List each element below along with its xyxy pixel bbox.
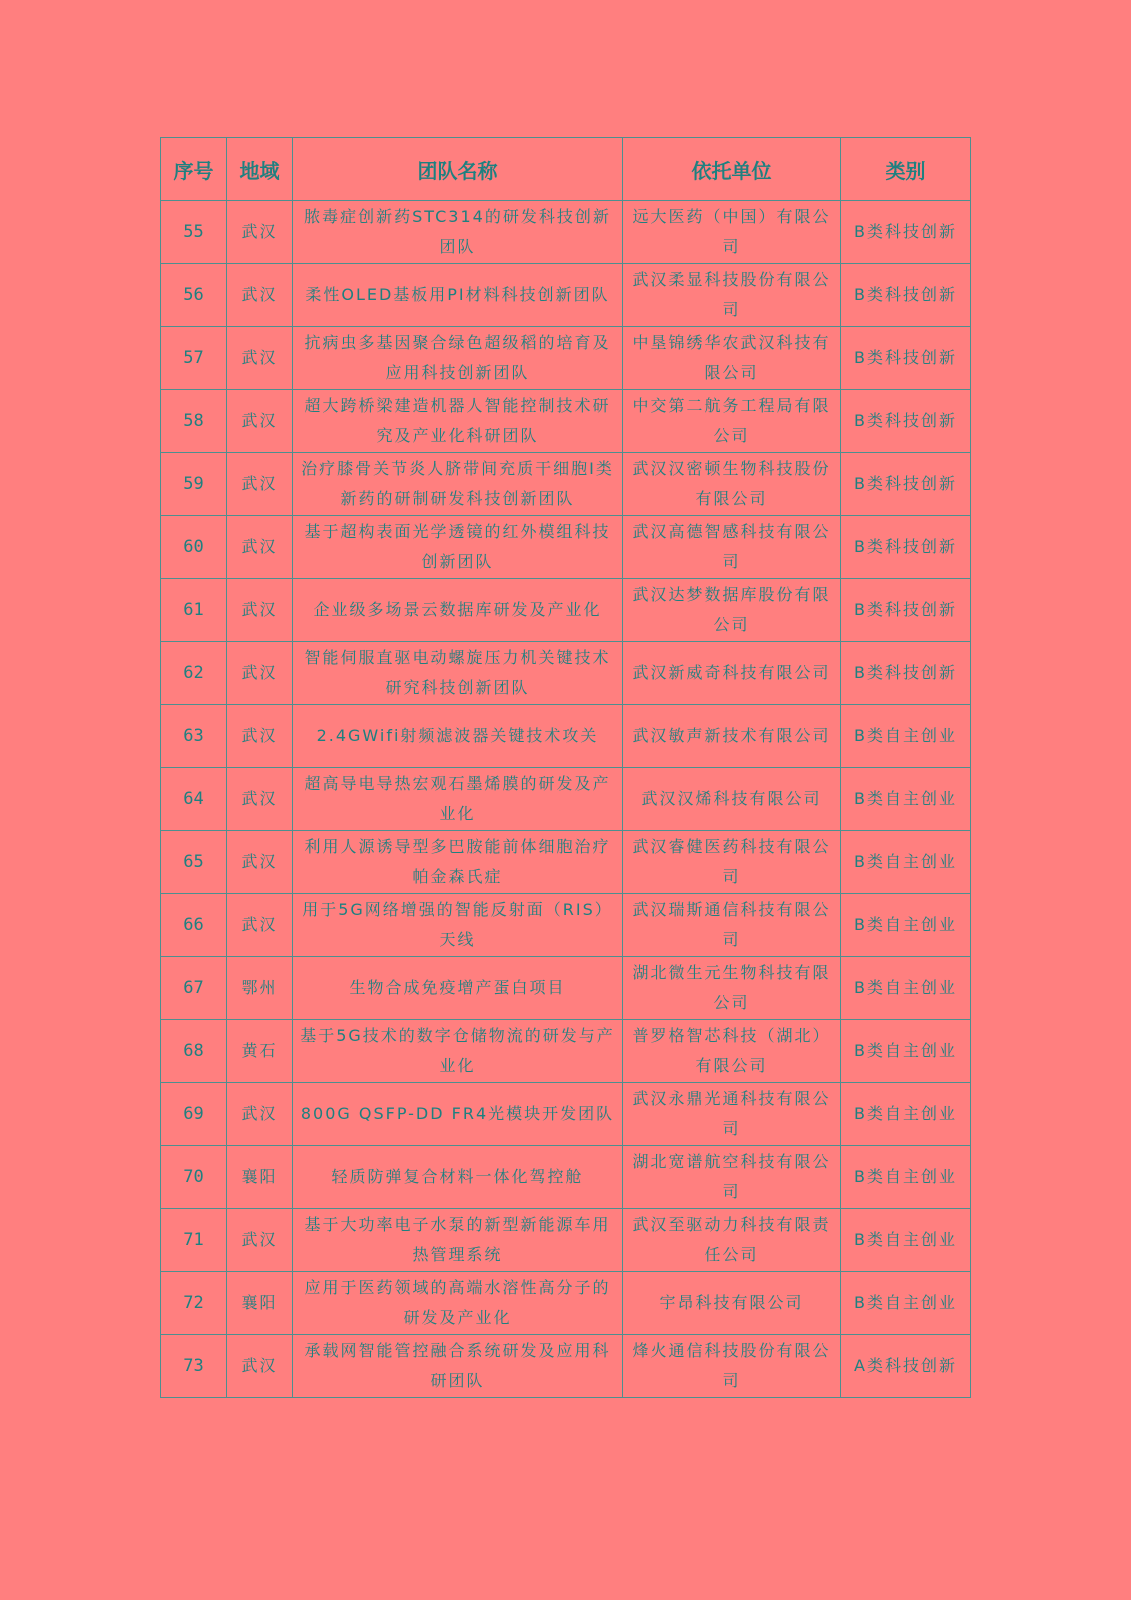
cell-category: B类自主创业 <box>841 705 971 768</box>
cell-area: 武汉 <box>227 201 293 264</box>
table-row <box>161 1146 971 1209</box>
cell-no: 67 <box>161 957 227 1020</box>
cell-org: 中垦锦绣华农武汉科技有限公司 <box>623 327 841 390</box>
cell-team: 生物合成免疫增产蛋白项目 <box>293 957 623 1020</box>
cell-no: 63 <box>161 705 227 768</box>
cell-category: B类科技创新 <box>841 642 971 705</box>
cell-org: 武汉柔显科技股份有限公司 <box>623 264 841 327</box>
cell-team: 脓毒症创新药STC314的研发科技创新团队 <box>293 201 623 264</box>
table-header-row <box>161 138 971 201</box>
header-org: 依托单位 <box>623 138 841 201</box>
table-row <box>161 1020 971 1083</box>
cell-org: 武汉敏声新技术有限公司 <box>623 705 841 768</box>
cell-area: 武汉 <box>227 1083 293 1146</box>
table-row <box>161 1209 971 1272</box>
table-body <box>161 201 971 1398</box>
header-area: 地域 <box>227 138 293 201</box>
cell-category: B类科技创新 <box>841 579 971 642</box>
cell-org: 武汉达梦数据库股份有限公司 <box>623 579 841 642</box>
table-row <box>161 264 971 327</box>
cell-area: 襄阳 <box>227 1146 293 1209</box>
cell-area: 武汉 <box>227 642 293 705</box>
teams-table <box>160 137 971 1398</box>
cell-no: 66 <box>161 894 227 957</box>
cell-team: 超大跨桥梁建造机器人智能控制技术研究及产业化科研团队 <box>293 390 623 453</box>
cell-no: 72 <box>161 1272 227 1335</box>
cell-category: B类自主创业 <box>841 894 971 957</box>
cell-team: 基于超构表面光学透镜的红外模组科技创新团队 <box>293 516 623 579</box>
cell-area: 武汉 <box>227 390 293 453</box>
cell-org: 武汉新威奇科技有限公司 <box>623 642 841 705</box>
table-row <box>161 516 971 579</box>
cell-no: 70 <box>161 1146 227 1209</box>
table-row <box>161 705 971 768</box>
cell-org: 普罗格智芯科技（湖北）有限公司 <box>623 1020 841 1083</box>
cell-category: B类科技创新 <box>841 201 971 264</box>
cell-org: 远大医药（中国）有限公司 <box>623 201 841 264</box>
cell-category: B类自主创业 <box>841 957 971 1020</box>
cell-area: 黄石 <box>227 1020 293 1083</box>
cell-team: 承载网智能管控融合系统研发及应用科研团队 <box>293 1335 623 1398</box>
cell-category: B类自主创业 <box>841 1146 971 1209</box>
cell-team: 用于5G网络增强的智能反射面（RIS）天线 <box>293 894 623 957</box>
cell-no: 60 <box>161 516 227 579</box>
cell-area: 武汉 <box>227 516 293 579</box>
cell-area: 武汉 <box>227 894 293 957</box>
cell-no: 62 <box>161 642 227 705</box>
table-row <box>161 453 971 516</box>
cell-area: 武汉 <box>227 264 293 327</box>
table-row <box>161 957 971 1020</box>
cell-org: 烽火通信科技股份有限公司 <box>623 1335 841 1398</box>
cell-category: B类自主创业 <box>841 1209 971 1272</box>
cell-team: 治疗膝骨关节炎人脐带间充质干细胞Ⅰ类新药的研制研发科技创新团队 <box>293 453 623 516</box>
cell-no: 68 <box>161 1020 227 1083</box>
cell-category: A类科技创新 <box>841 1335 971 1398</box>
cell-team: 抗病虫多基因聚合绿色超级稻的培育及应用科技创新团队 <box>293 327 623 390</box>
cell-org: 湖北微生元生物科技有限公司 <box>623 957 841 1020</box>
cell-org: 武汉汉密顿生物科技股份有限公司 <box>623 453 841 516</box>
cell-team: 轻质防弹复合材料一体化驾控舱 <box>293 1146 623 1209</box>
cell-no: 71 <box>161 1209 227 1272</box>
cell-no: 55 <box>161 201 227 264</box>
table-row <box>161 1272 971 1335</box>
cell-category: B类自主创业 <box>841 1083 971 1146</box>
cell-org: 武汉汉烯科技有限公司 <box>623 768 841 831</box>
cell-area: 襄阳 <box>227 1272 293 1335</box>
cell-org: 武汉永鼎光通科技有限公司 <box>623 1083 841 1146</box>
cell-org: 武汉睿健医药科技有限公司 <box>623 831 841 894</box>
cell-category: B类自主创业 <box>841 831 971 894</box>
table-row <box>161 894 971 957</box>
cell-no: 57 <box>161 327 227 390</box>
table-row <box>161 1083 971 1146</box>
cell-category: B类科技创新 <box>841 264 971 327</box>
cell-category: B类自主创业 <box>841 768 971 831</box>
cell-org: 宇昂科技有限公司 <box>623 1272 841 1335</box>
cell-no: 65 <box>161 831 227 894</box>
cell-area: 鄂州 <box>227 957 293 1020</box>
table-row <box>161 1335 971 1398</box>
cell-area: 武汉 <box>227 768 293 831</box>
cell-team: 利用人源诱导型多巴胺能前体细胞治疗帕金森氏症 <box>293 831 623 894</box>
cell-team: 柔性OLED基板用PI材料科技创新团队 <box>293 264 623 327</box>
cell-no: 61 <box>161 579 227 642</box>
cell-area: 武汉 <box>227 831 293 894</box>
table-row <box>161 831 971 894</box>
cell-org: 武汉至驱动力科技有限责任公司 <box>623 1209 841 1272</box>
table-row <box>161 390 971 453</box>
cell-no: 58 <box>161 390 227 453</box>
cell-team: 800G QSFP-DD FR4光模块开发团队 <box>293 1083 623 1146</box>
cell-no: 64 <box>161 768 227 831</box>
cell-org: 武汉瑞斯通信科技有限公司 <box>623 894 841 957</box>
cell-area: 武汉 <box>227 705 293 768</box>
cell-area: 武汉 <box>227 1209 293 1272</box>
table-row <box>161 768 971 831</box>
cell-area: 武汉 <box>227 1335 293 1398</box>
cell-no: 69 <box>161 1083 227 1146</box>
cell-team: 智能伺服直驱电动螺旋压力机关键技术研究科技创新团队 <box>293 642 623 705</box>
cell-team: 基于5G技术的数字仓储物流的研发与产业化 <box>293 1020 623 1083</box>
cell-org: 武汉高德智感科技有限公司 <box>623 516 841 579</box>
cell-category: B类自主创业 <box>841 1272 971 1335</box>
cell-category: B类科技创新 <box>841 516 971 579</box>
header-no: 序号 <box>161 138 227 201</box>
cell-area: 武汉 <box>227 453 293 516</box>
table-row <box>161 579 971 642</box>
cell-org: 中交第二航务工程局有限公司 <box>623 390 841 453</box>
cell-category: B类自主创业 <box>841 1020 971 1083</box>
cell-area: 武汉 <box>227 327 293 390</box>
cell-category: B类科技创新 <box>841 390 971 453</box>
cell-team: 超高导电导热宏观石墨烯膜的研发及产业化 <box>293 768 623 831</box>
cell-team: 基于大功率电子水泵的新型新能源车用热管理系统 <box>293 1209 623 1272</box>
cell-org: 湖北宽谱航空科技有限公司 <box>623 1146 841 1209</box>
table-row <box>161 201 971 264</box>
cell-area: 武汉 <box>227 579 293 642</box>
cell-no: 56 <box>161 264 227 327</box>
table-row <box>161 327 971 390</box>
cell-team: 企业级多场景云数据库研发及产业化 <box>293 579 623 642</box>
cell-team: 2.4GWifi射频滤波器关键技术攻关 <box>293 705 623 768</box>
table-row <box>161 642 971 705</box>
header-team: 团队名称 <box>293 138 623 201</box>
header-category: 类别 <box>841 138 971 201</box>
cell-no: 59 <box>161 453 227 516</box>
cell-no: 73 <box>161 1335 227 1398</box>
cell-category: B类科技创新 <box>841 327 971 390</box>
cell-category: B类科技创新 <box>841 453 971 516</box>
cell-team: 应用于医药领域的高端水溶性高分子的研发及产业化 <box>293 1272 623 1335</box>
